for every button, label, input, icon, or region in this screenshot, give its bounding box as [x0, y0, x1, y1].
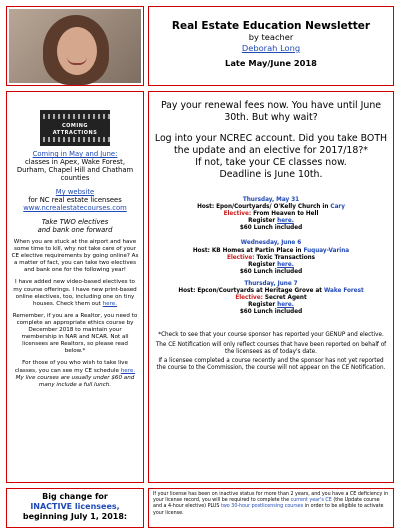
- video-electives-paragraph: [11, 279, 139, 307]
- event-place: Cary: [330, 204, 345, 211]
- right-column: [148, 91, 394, 483]
- elective-name: Toxic Transactions: [256, 254, 316, 261]
- elective-label: Elective:: [235, 295, 263, 302]
- event-item: [154, 281, 388, 316]
- headline-deadline: Deadline is June 10th.: [219, 169, 323, 180]
- live-classes-text: For those of you who wish to take live classes, you can see my CE schedule: [14, 360, 128, 374]
- coming-text: classes in Apex, Wake Forest, Durham, Chapel Hill and Chatham counties: [16, 158, 134, 182]
- electives-tip: [11, 218, 139, 234]
- event-place: Wake Forest: [323, 288, 364, 295]
- newsletter-header: [148, 6, 394, 86]
- coming-attractions-graphic: [40, 110, 110, 146]
- register-link[interactable]: here.: [277, 261, 294, 268]
- ce-schedule-link[interactable]: here.: [120, 367, 136, 374]
- elective-name: Secret Agent: [264, 295, 307, 302]
- renewal-announcement: [154, 100, 388, 181]
- event-item: [154, 240, 388, 275]
- event-date: Wednesday, June 6: [240, 240, 302, 247]
- inactive-line-2: INACTIVE licensees,: [30, 502, 120, 511]
- lunch-info: $60 Lunch included: [239, 268, 303, 275]
- register-text: Register: [248, 218, 276, 225]
- headline-renewal: Pay your renewal fees now. You have until June 30th. But why wait?: [160, 100, 382, 123]
- website-url-link[interactable]: www.ncrealestatecourses.com: [23, 204, 127, 212]
- elective-name: From Heaven to Hell: [253, 211, 319, 218]
- website-block: [11, 188, 139, 212]
- live-classes-paragraph: [11, 360, 139, 388]
- event-date: Thursday, June 7: [244, 280, 298, 287]
- ethics-paragraph: Remember, if you are a Realtor, you need to complete an appropriate ethics course by December 2018 to maintain your membership in NAR and NCAR. Not all licensees are Realtors, so please read below.*: [12, 312, 138, 355]
- inactive-text-a: If your license has been on inactive status for more than 2 years, and you have a CE deficiency in your license record, you will be required to complete the: [153, 492, 389, 504]
- newsletter-title: Real Estate Education Newsletter: [171, 20, 371, 32]
- tip-line-2: and bank one forward: [37, 226, 113, 234]
- event-host: Host: Epcon/Courtyards at Heritage Grove at: [178, 288, 322, 295]
- headline-login: Log into your NCREC account. Did you take BOTH the update and an elective for 2017/18?*: [154, 133, 388, 156]
- events-list: [154, 197, 388, 316]
- left-column: [6, 91, 144, 483]
- inactive-change-box: [6, 488, 144, 528]
- video-electives-link[interactable]: here.: [102, 300, 118, 307]
- ce-notification-notes: [154, 332, 388, 371]
- inactive-highlight-2: two 30-hour postlicensing courses: [221, 504, 304, 510]
- event-place: Fuquay-Varina: [303, 247, 350, 254]
- register-link[interactable]: here.: [277, 218, 294, 225]
- teacher-photo: [6, 6, 144, 86]
- inactive-text-b: (the Update course and a 4-hour elective) PLUS: [153, 498, 380, 510]
- inactive-line-3: beginning July 1, 2018:: [22, 512, 128, 521]
- register-text: Register: [248, 261, 276, 268]
- portrait-image: [9, 9, 141, 83]
- video-electives-text: I have added new video-based electives to my course offerings. I have new print-based online electives, too, including one on tiny houses. Check them out: [13, 279, 137, 307]
- headline-take-classes: If not, take your CE classes now.: [195, 157, 347, 168]
- teacher-name-link[interactable]: Deborah Long: [241, 43, 301, 53]
- event-host: Host: Epon/Courtyards/ O'Kelly Church in: [197, 204, 329, 211]
- website-link[interactable]: My website: [55, 188, 95, 196]
- note-check-sponsor: *Check to see that your course sponsor has reported your GENUP and elective.: [158, 332, 384, 339]
- register-link[interactable]: here.: [277, 302, 294, 309]
- lunch-info: $60 Lunch included: [239, 225, 303, 232]
- coming-block: [11, 150, 139, 182]
- byline: by teacher: [248, 32, 294, 42]
- inactive-line-1: Big change for: [42, 492, 108, 501]
- note-not-reported: If a licensee completed a course recently and the sponsor has not yet reported the course to the Commission, the course will not appear on the CE Notification.: [156, 357, 386, 371]
- event-item: [154, 197, 388, 232]
- website-text: for NC real estate licensees: [28, 196, 122, 204]
- note-ce-notification: The CE Notification will only reflect courses that have been reported on behalf of the licensees as of today's date.: [155, 341, 387, 355]
- coming-link[interactable]: Coming in May and June:: [32, 150, 118, 158]
- elective-label: Elective:: [223, 211, 252, 218]
- live-classes-price: My live courses are usually under $60 and many include a full lunch.: [15, 374, 135, 388]
- coming-graphic-text: COMING ATTRACTIONS: [52, 123, 98, 137]
- inactive-text-c: in order to be eligible to activate your license.: [153, 504, 384, 516]
- inactive-highlight-1: current year's CE: [290, 498, 332, 504]
- lunch-info: $60 Lunch included: [239, 309, 303, 316]
- tip-line-1: Take TWO electives: [41, 218, 109, 226]
- register-text: Register: [248, 302, 276, 309]
- airport-paragraph: When you are stuck at the airport and have some time to kill, why not take care of your CE elective requirements by going online? As a matter of fact, you can take two electives and bank one for the following year!: [11, 239, 139, 274]
- event-date: Thursday, May 31: [242, 197, 300, 203]
- elective-label: Elective:: [226, 254, 255, 261]
- issue-date: Late May/June 2018: [225, 58, 317, 68]
- event-host: Host: KB Homes at Partin Place in: [192, 247, 302, 254]
- inactive-details-box: [148, 488, 394, 528]
